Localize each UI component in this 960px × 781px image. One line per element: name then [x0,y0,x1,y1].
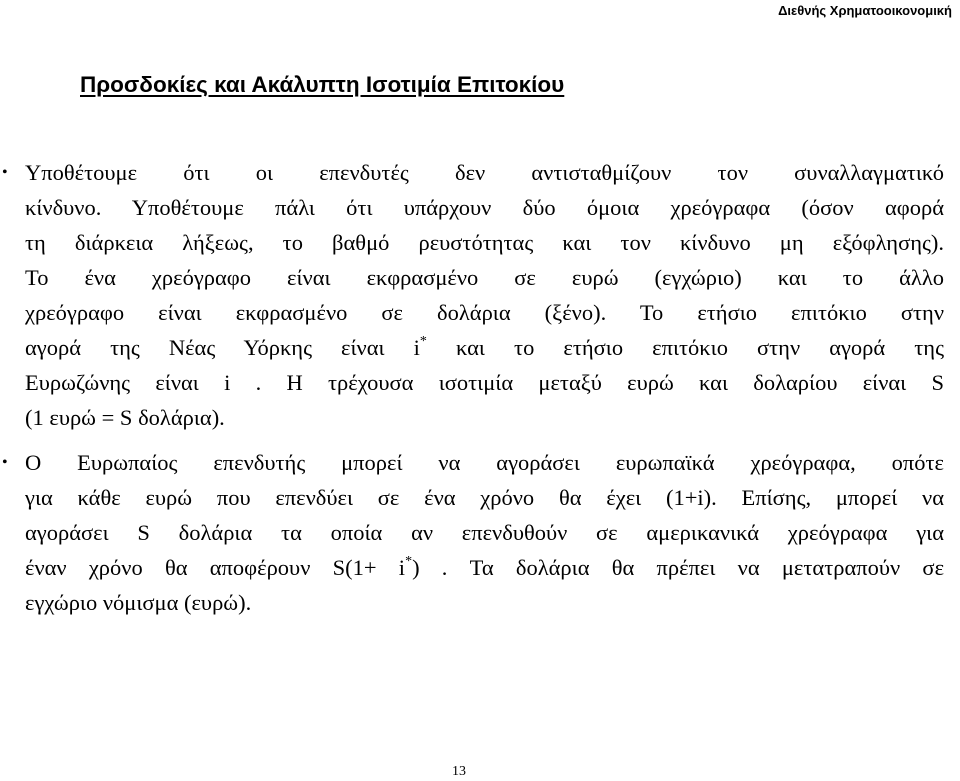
text-line: Ο Ευρωπαίος επενδυτής μπορεί να αγοράσει ευρωπαϊκά χρεόγραφα, οπότε [25,450,944,475]
bullet-paragraph-2 [0,445,960,620]
text-segment: αγορά της Νέας Υόρκης είναι i [25,335,420,360]
text-segment: και το ετήσιο επιτόκιο στην αγορά της [455,335,944,360]
text-line: (1 ευρώ = S δολάρια). [25,405,225,430]
text-line: χρεόγραφο είναι εκφρασμένο σε δολάρια (ξένο). Το ετήσιο επιτόκιο στην [25,300,944,325]
bullet-icon: • [2,454,8,471]
text-line: για κάθε ευρώ που επενδύει σε ένα χρόνο θα έχει (1+i). Επίσης, μπορεί να [25,485,944,510]
text-line: κίνδυνο. Υποθέτουμε πάλι ότι υπάρχουν δύο όμοια χρεόγραφα (όσον αφορά [25,195,944,220]
text-line [25,330,944,365]
text-line: τη διάρκεια λήξεως, το βαθμό ρευστότητας και τον κίνδυνο μη εξόφλησης). [25,230,944,255]
superscript-star: * [405,554,413,569]
text-line: εγχώριο νόμισμα (ευρώ). [25,590,252,615]
text-segment: έναν χρόνο θα αποφέρουν S(1+ i [25,555,406,580]
bullet-icon: • [2,164,8,181]
header-label: Διεθνής Χρηματοοικονομική [778,3,952,18]
text-segment: ) . Τα δολάρια θα πρέπει να μετατραπούν σε [412,555,945,580]
bullet-paragraph-1 [0,155,960,435]
text-line: Το ένα χρεόγραφο είναι εκφρασμένο σε ευρώ (εγχώριο) και το άλλο [25,265,944,290]
page-title: Προσδοκίες και Ακάλυπτη Ισοτιμία Επιτοκίου [80,72,565,97]
text-line: αγοράσει S δολάρια τα οποία αν επενδυθούν σε αμερικανικά χρεόγραφα για [25,520,944,545]
bullet-list [0,155,960,630]
text-line: Υποθέτουμε ότι οι επενδυτές δεν αντισταθμίζουν τον συναλλαγματικό [25,160,944,185]
text-line: Ευρωζώνης είναι i . Η τρέχουσα ισοτιμία μεταξύ ευρώ και δολαρίου είναι S [25,370,944,395]
superscript-star: * [419,334,427,349]
text-line [25,550,944,585]
page-number: 13 [452,764,466,779]
